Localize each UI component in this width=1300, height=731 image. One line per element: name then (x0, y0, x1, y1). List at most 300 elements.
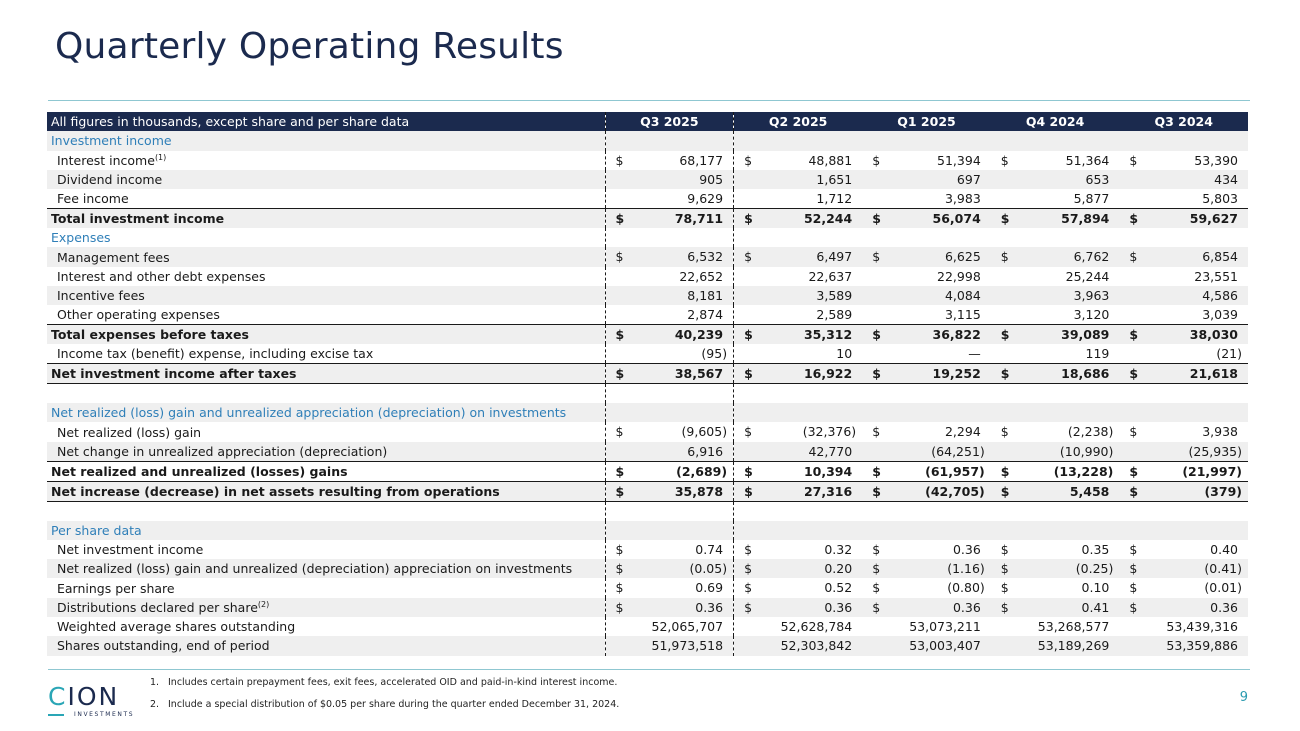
value-cell (605, 344, 734, 364)
row-label (47, 305, 605, 325)
cell-value: 697 (956, 171, 981, 187)
currency-symbol: $ (615, 599, 624, 615)
row-label-text: Per share data (51, 522, 142, 538)
table-row (47, 305, 1248, 325)
value-cell (605, 384, 734, 403)
value-cell (605, 189, 734, 209)
value-cell (1119, 228, 1248, 247)
value-cell (991, 344, 1120, 364)
cell-value: (13,228) (1053, 463, 1114, 479)
value-cell (991, 325, 1120, 345)
row-label-text: Investment income (51, 133, 172, 149)
cell-value: 56,074 (932, 211, 981, 227)
value-cell (862, 598, 991, 617)
cell-value: 19,252 (932, 366, 981, 382)
value-cell (862, 501, 991, 520)
row-label-text: Interest income (57, 152, 155, 168)
value-cell (734, 559, 863, 578)
currency-symbol: $ (1129, 424, 1138, 440)
footnote (150, 675, 619, 697)
value-cell (605, 151, 734, 170)
cell-value: 25,244 (1065, 268, 1110, 284)
row-label-text: Net increase (decrease) in net assets resulting from operations (51, 483, 500, 499)
cell-value: 48,881 (808, 152, 853, 168)
value-cell (734, 364, 863, 384)
value-cell (605, 442, 734, 462)
currency-symbol: $ (1000, 152, 1009, 168)
value-cell (1119, 461, 1248, 481)
row-label (47, 481, 605, 501)
currency-symbol: $ (1129, 366, 1139, 382)
cell-value: 0.52 (824, 580, 853, 596)
value-cell (862, 481, 991, 501)
value-cell (1119, 617, 1248, 636)
cell-value: 53,439,316 (1166, 619, 1238, 635)
section-label (47, 228, 605, 247)
cell-value: 59,627 (1189, 211, 1238, 227)
section-label (47, 403, 605, 422)
row-label-text: Income tax (benefit) expense, including excise tax (57, 346, 374, 362)
value-cell (734, 521, 863, 540)
value-cell (991, 247, 1120, 266)
total-row (47, 325, 1248, 345)
cell-value: 8,181 (687, 288, 724, 304)
currency-symbol: $ (615, 561, 624, 577)
cell-value: (0.41) (1204, 561, 1242, 577)
cell-value: (1.16) (947, 561, 985, 577)
row-label-text: Net realized and unrealized (losses) gains (51, 463, 348, 479)
value-cell (1119, 267, 1248, 286)
value-cell (1119, 481, 1248, 501)
value-cell (734, 209, 863, 229)
currency-symbol: $ (744, 424, 753, 440)
table-row (47, 617, 1248, 636)
cell-value: 51,364 (1065, 152, 1110, 168)
footnote-number: 2. (150, 699, 160, 710)
value-cell (1119, 521, 1248, 540)
currency-symbol: $ (872, 561, 881, 577)
row-label (47, 422, 605, 441)
value-cell (1119, 442, 1248, 462)
currency-symbol: $ (1129, 483, 1139, 499)
cell-value: 35,312 (803, 327, 853, 343)
row-label (47, 267, 605, 286)
value-cell (862, 170, 991, 189)
row-label-text: Shares outstanding, end of period (57, 638, 270, 654)
cell-value: 3,120 (1073, 307, 1110, 323)
currency-symbol: $ (1129, 327, 1139, 343)
value-cell (734, 247, 863, 266)
table-row (47, 598, 1248, 617)
table-header-row (47, 112, 1248, 131)
value-cell (991, 461, 1120, 481)
value-cell (605, 598, 734, 617)
cell-value: (61,957) (925, 463, 985, 479)
value-cell (1119, 247, 1248, 266)
row-label-text: Management fees (57, 249, 170, 265)
value-cell (862, 247, 991, 266)
cell-value: 2,294 (944, 424, 981, 440)
value-cell (1119, 559, 1248, 578)
cell-value: (64,251) (931, 443, 985, 459)
cell-value: 40,239 (674, 327, 724, 343)
currency-symbol: $ (744, 483, 753, 499)
column-header: Q3 2025 (605, 112, 734, 131)
currency-symbol: $ (1129, 211, 1139, 227)
value-cell (1119, 325, 1248, 345)
value-cell (734, 170, 863, 189)
currency-symbol: $ (615, 152, 624, 168)
cion-logo (48, 684, 138, 724)
row-label (47, 598, 605, 617)
cell-value: 0.74 (695, 541, 724, 557)
table-body (47, 131, 1248, 655)
footnote-text: Includes certain prepayment fees, exit fees, accelerated OID and paid-in-kind interest income. (168, 677, 618, 688)
value-cell (605, 559, 734, 578)
cell-value: 51,973,518 (651, 638, 724, 654)
value-cell (991, 636, 1120, 655)
table-row (47, 442, 1248, 462)
row-label (47, 209, 605, 229)
currency-symbol: $ (615, 327, 625, 343)
value-cell (862, 228, 991, 247)
footer-divider (48, 669, 1250, 670)
currency-symbol: $ (1129, 580, 1138, 596)
cell-value: (0.05) (689, 561, 728, 577)
value-cell (1119, 501, 1248, 520)
value-cell (605, 521, 734, 540)
value-cell (734, 267, 863, 286)
value-cell (734, 286, 863, 305)
column-header: Q1 2025 (862, 112, 991, 131)
cell-value: (379) (1204, 483, 1242, 499)
value-cell (734, 481, 863, 501)
cell-value: 0.36 (952, 541, 981, 557)
row-label-text: Total expenses before taxes (51, 327, 249, 343)
value-cell (1119, 422, 1248, 441)
value-cell (1119, 286, 1248, 305)
value-cell (1119, 170, 1248, 189)
value-cell (991, 559, 1120, 578)
cell-value: (21) (1216, 346, 1242, 362)
footnote-number: 1. (150, 677, 160, 688)
cell-value: (25,935) (1188, 443, 1242, 459)
value-cell (734, 636, 863, 655)
currency-symbol: $ (615, 541, 624, 557)
value-cell (734, 598, 863, 617)
value-cell (734, 131, 863, 150)
value-cell (991, 403, 1120, 422)
value-cell (862, 559, 991, 578)
cell-value: (32,376) (802, 424, 857, 440)
cell-value: 3,589 (816, 288, 853, 304)
value-cell (605, 501, 734, 520)
cell-value: — (968, 346, 981, 362)
value-cell (991, 228, 1120, 247)
cell-value: 5,458 (1069, 483, 1110, 499)
cell-value: 3,963 (1073, 288, 1110, 304)
footnote-ref: (2) (257, 599, 270, 609)
cell-value: 52,244 (803, 211, 853, 227)
cell-value: 0.36 (1210, 599, 1238, 615)
currency-symbol: $ (615, 483, 625, 499)
value-cell (862, 286, 991, 305)
row-label (47, 170, 605, 189)
value-cell (991, 286, 1120, 305)
currency-symbol: $ (1129, 249, 1138, 265)
value-cell (734, 228, 863, 247)
cell-value: (95) (701, 346, 728, 362)
value-cell (991, 598, 1120, 617)
cell-value: 434 (1214, 171, 1238, 187)
spacer-row (47, 384, 1248, 403)
value-cell (605, 305, 734, 325)
cell-value: 57,894 (1061, 211, 1110, 227)
currency-symbol: $ (744, 541, 753, 557)
table-row (47, 286, 1248, 305)
cell-value: 53,073,211 (909, 619, 981, 635)
cell-value: 9,629 (687, 191, 724, 207)
cell-value: 3,115 (944, 307, 981, 323)
value-cell (605, 170, 734, 189)
currency-symbol: $ (615, 366, 625, 382)
cell-value: 52,628,784 (780, 619, 853, 635)
currency-symbol: $ (1129, 561, 1138, 577)
value-cell (734, 442, 863, 462)
currency-symbol: $ (872, 483, 881, 499)
value-cell (862, 422, 991, 441)
value-cell (991, 170, 1120, 189)
currency-symbol: $ (615, 424, 624, 440)
cell-value: 4,084 (944, 288, 981, 304)
column-header: Q3 2024 (1119, 112, 1248, 131)
value-cell (605, 578, 734, 597)
value-cell (1119, 151, 1248, 170)
cell-value: 1,651 (816, 171, 853, 187)
cell-value: 1,712 (816, 191, 853, 207)
currency-symbol: $ (872, 152, 881, 168)
value-cell (991, 305, 1120, 325)
currency-symbol: $ (744, 599, 753, 615)
currency-symbol: $ (872, 424, 881, 440)
spacer-row (47, 501, 1248, 520)
cell-value: (2,689) (676, 463, 728, 479)
table-row (47, 151, 1248, 170)
cell-value: 0.36 (695, 599, 724, 615)
value-cell (605, 364, 734, 384)
value-cell (862, 325, 991, 345)
cell-value: 22,652 (679, 268, 724, 284)
currency-symbol: $ (872, 580, 881, 596)
logo-text: ION (67, 682, 120, 711)
value-cell (734, 578, 863, 597)
value-cell (605, 481, 734, 501)
value-cell (1119, 364, 1248, 384)
cell-value: 16,922 (803, 366, 853, 382)
row-label-text: Interest and other debt expenses (57, 268, 266, 284)
row-label-text: Net realized (loss) gain and unrealized appreciation (depreciation) on investments (51, 405, 567, 421)
cell-value: 10,394 (803, 463, 853, 479)
currency-symbol: $ (615, 580, 624, 596)
row-label (47, 344, 605, 364)
value-cell (605, 209, 734, 229)
value-cell (862, 209, 991, 229)
value-cell (1119, 131, 1248, 150)
cell-value: 3,983 (944, 191, 981, 207)
value-cell (1119, 305, 1248, 325)
value-cell (991, 151, 1120, 170)
value-cell (991, 578, 1120, 597)
value-cell (991, 267, 1120, 286)
value-cell (734, 151, 863, 170)
row-label-text: Net realized (loss) gain and unrealized (depreciation) appreciation on investments (57, 561, 573, 577)
cell-value: 0.36 (952, 599, 981, 615)
currency-symbol: $ (1000, 463, 1010, 479)
row-label (47, 286, 605, 305)
value-cell (862, 521, 991, 540)
logo-accent-bar (48, 714, 64, 716)
value-cell (605, 131, 734, 150)
value-cell (991, 442, 1120, 462)
currency-symbol: $ (615, 463, 625, 479)
value-cell (862, 305, 991, 325)
cell-value: 5,803 (1202, 191, 1238, 207)
column-header: Q2 2025 (734, 112, 863, 131)
cell-value: 53,003,407 (909, 638, 981, 654)
currency-symbol: $ (872, 541, 881, 557)
value-cell (734, 325, 863, 345)
value-cell (991, 364, 1120, 384)
row-label (47, 189, 605, 209)
currency-symbol: $ (615, 211, 625, 227)
row-label-text: Earnings per share (57, 580, 175, 596)
value-cell (734, 422, 863, 441)
cell-value: 22,637 (808, 268, 853, 284)
cell-value: 6,625 (944, 249, 981, 265)
row-label-text: Total investment income (51, 211, 225, 227)
cell-value: 53,359,886 (1166, 638, 1238, 654)
table-row (47, 344, 1248, 364)
value-cell (1119, 540, 1248, 559)
cell-value: 53,390 (1194, 152, 1238, 168)
value-cell (605, 228, 734, 247)
cell-value: 52,303,842 (780, 638, 853, 654)
footnote (150, 697, 619, 719)
value-cell (991, 189, 1120, 209)
value-cell (734, 305, 863, 325)
cell-value: (9,605) (681, 424, 728, 440)
cell-value: 0.40 (1210, 541, 1238, 557)
value-cell (991, 131, 1120, 150)
value-cell (862, 636, 991, 655)
cell-value: (0.25) (1075, 561, 1114, 577)
value-cell (734, 617, 863, 636)
currency-symbol: $ (744, 561, 753, 577)
value-cell (862, 364, 991, 384)
value-cell (605, 325, 734, 345)
currency-symbol: $ (872, 249, 881, 265)
section-label (47, 521, 605, 540)
value-cell (734, 189, 863, 209)
cell-value: 119 (1085, 346, 1110, 362)
cell-value: 78,711 (674, 211, 724, 227)
row-label-text: Dividend income (57, 172, 163, 188)
row-label-text: Weighted average shares outstanding (57, 619, 296, 635)
row-label (47, 151, 605, 170)
row-label (47, 442, 605, 462)
value-cell (991, 501, 1120, 520)
table-row (47, 540, 1248, 559)
footnotes (150, 675, 619, 719)
value-cell (862, 540, 991, 559)
value-cell (1119, 384, 1248, 403)
footnote-ref: (1) (154, 152, 167, 162)
row-label (47, 461, 605, 481)
currency-symbol: $ (872, 327, 881, 343)
title-divider (48, 100, 1250, 101)
cell-value: 42,770 (808, 443, 853, 459)
row-label-text: Net investment income after taxes (51, 366, 297, 382)
total-row (47, 364, 1248, 384)
row-label (47, 384, 605, 403)
row-label (47, 247, 605, 266)
value-cell (862, 151, 991, 170)
value-cell (605, 636, 734, 655)
currency-symbol: $ (1000, 561, 1009, 577)
value-cell (862, 403, 991, 422)
value-cell (1119, 578, 1248, 597)
row-label (47, 364, 605, 384)
page-number: 9 (1239, 690, 1248, 705)
cell-value: 0.41 (1081, 599, 1110, 615)
logo-wordmark (48, 684, 138, 710)
cell-value: 35,878 (674, 483, 724, 499)
cell-value: (10,990) (1059, 443, 1114, 459)
page-title: Quarterly Operating Results (55, 26, 564, 67)
currency-symbol: $ (744, 152, 753, 168)
currency-symbol: $ (744, 580, 753, 596)
row-label-text: Net change in unrealized appreciation (depreciation) (57, 443, 388, 459)
cell-value: 6,762 (1073, 249, 1110, 265)
section-label (47, 131, 605, 150)
row-label-text: Expenses (51, 230, 111, 246)
value-cell (734, 501, 863, 520)
cell-value: (42,705) (925, 483, 985, 499)
row-label (47, 540, 605, 559)
value-cell (1119, 189, 1248, 209)
logo-subtext: INVESTMENTS (74, 711, 135, 718)
value-cell (605, 617, 734, 636)
row-label-text: Net realized (loss) gain (57, 424, 202, 440)
currency-symbol: $ (1000, 599, 1009, 615)
value-cell (862, 131, 991, 150)
row-label (47, 578, 605, 597)
table-row (47, 189, 1248, 209)
cell-value: (0.01) (1204, 580, 1242, 596)
value-cell (734, 403, 863, 422)
cell-value: 5,877 (1073, 191, 1110, 207)
table-row (47, 559, 1248, 578)
value-cell (605, 247, 734, 266)
cell-value: 3,039 (1202, 307, 1238, 323)
currency-symbol: $ (615, 249, 624, 265)
cell-value: 0.36 (824, 599, 853, 615)
value-cell (605, 540, 734, 559)
row-label-text: Other operating expenses (57, 307, 220, 323)
cell-value: 53,268,577 (1037, 619, 1110, 635)
logo-c-mark: C (48, 682, 68, 711)
value-cell (862, 461, 991, 481)
